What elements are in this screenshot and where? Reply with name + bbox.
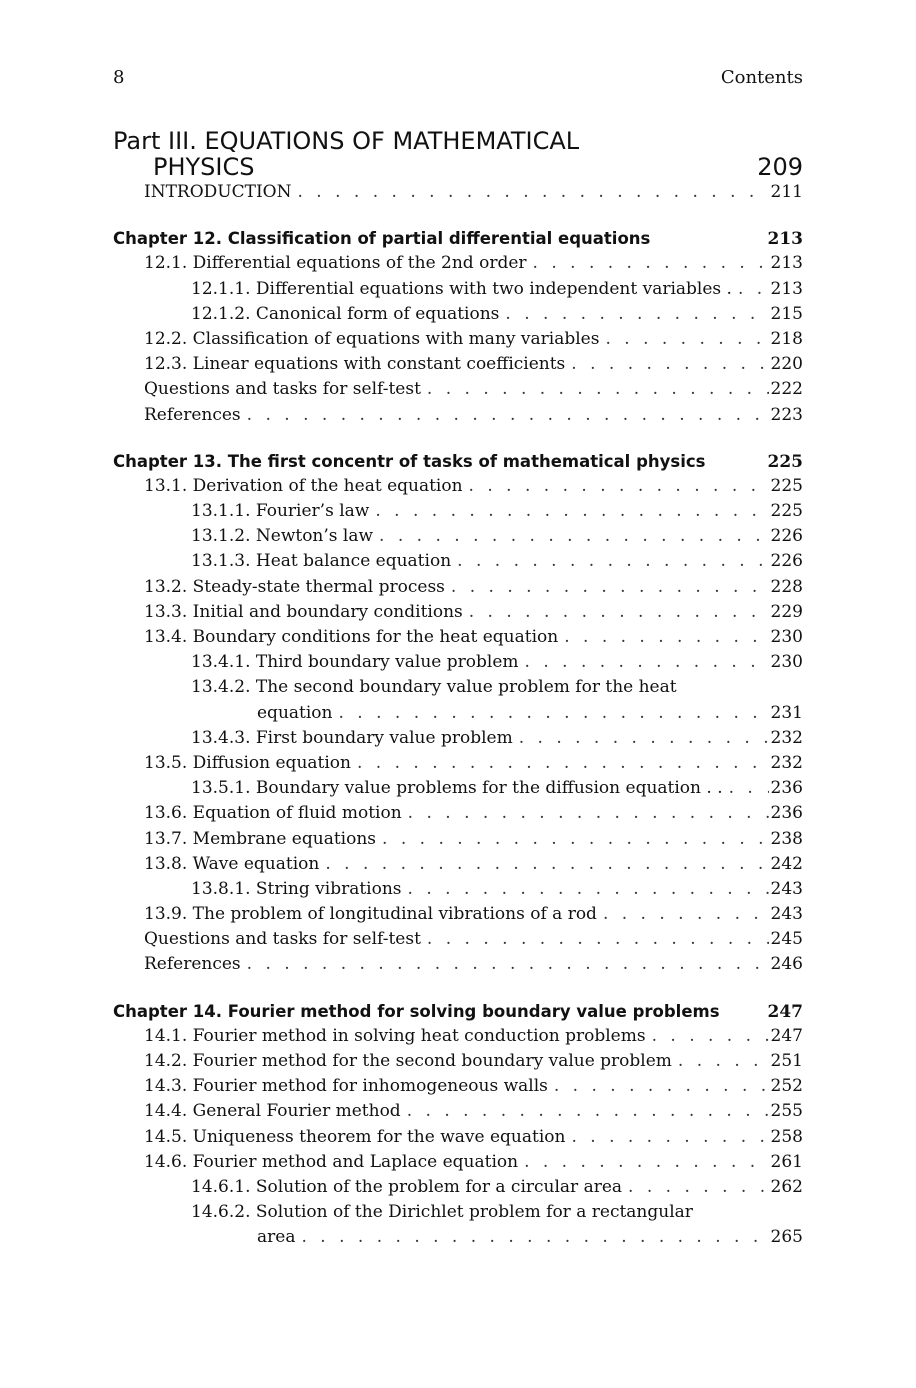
toc-entry (113, 403, 803, 428)
toc-entry-label: 13.4.3. First boundary value problem (191, 727, 513, 748)
page-header (113, 66, 803, 90)
toc-entry (113, 1125, 803, 1150)
toc-entry-label: 13.7. Membrane equations (144, 828, 377, 849)
toc-entry-page: 261 (770, 1151, 803, 1172)
page-number: 8 (113, 67, 125, 88)
chapter-title: Chapter 12. Classification of partial differential equations (113, 229, 651, 249)
toc-entry-page: 213 (770, 253, 803, 274)
chapter-heading-12 (113, 226, 803, 251)
dot-leader (319, 852, 769, 877)
toc-entry (113, 277, 803, 302)
toc-entry-label: 13.3. Initial and boundary conditions (144, 601, 463, 622)
toc-entry-label: 13.4. Boundary conditions for the heat equation (144, 627, 559, 647)
dot-leader (402, 801, 769, 826)
toc-entry-page: 228 (770, 576, 803, 597)
part-title-line2: PHYSICS (153, 153, 255, 181)
toc-entry (113, 474, 803, 499)
toc-entry-line1: 13.4.2. The second boundary value problem for the heat (191, 677, 677, 698)
toc-entry-page: 223 (770, 404, 803, 425)
toc-entry (113, 499, 803, 524)
toc-entry-page: 262 (770, 1176, 803, 1197)
dot-leader (376, 827, 769, 852)
chapter-heading-14 (113, 999, 803, 1024)
toc-entry-page: 251 (770, 1051, 803, 1071)
toc-entry-label: 13.4.1. Third boundary value problem (191, 652, 519, 673)
toc-entry (113, 776, 803, 801)
toc-entry-page: 231 (770, 702, 803, 723)
toc-entry-label: 13.5. Diffusion equation (144, 752, 351, 773)
toc-entry-page: 220 (770, 354, 803, 375)
toc-entry-label: References (144, 404, 241, 425)
toc-entry (113, 600, 803, 625)
toc-entry (113, 1049, 803, 1074)
toc-entry (113, 902, 803, 927)
dot-leader (421, 377, 769, 402)
dot-leader (622, 1175, 769, 1200)
chapter-title: Chapter 13. The first concentr of tasks of mathematical physics (113, 451, 706, 471)
toc-entry-page: 245 (770, 929, 803, 950)
chapter-title: Chapter 14. Fourier method for solving boundary value problems (113, 1001, 720, 1021)
toc-entry (113, 1074, 803, 1099)
chapter-heading-13 (113, 449, 803, 474)
toc-entry-page: 243 (770, 878, 803, 899)
toc-entry-label: 13.6. Equation of fluid motion (144, 803, 402, 824)
dot-leader (732, 277, 769, 302)
toc-entry-label: 14.2. Fourier method for the second boundary value problem (144, 1051, 672, 1071)
dot-leader (519, 650, 769, 675)
toc-entry-label: 13.5.1. Boundary value problems for the diffusion equation . . (191, 778, 723, 799)
toc-entry-page: 215 (770, 303, 803, 324)
dot-leader (292, 180, 770, 205)
dot-leader (672, 1049, 769, 1074)
toc-entry-page: 218 (770, 328, 803, 349)
toc-entry (113, 524, 803, 549)
toc-entry-label: 13.9. The problem of longitudinal vibrations of a rod (144, 904, 597, 925)
toc-entry-page: 236 (770, 803, 803, 824)
dot-leader (558, 625, 769, 650)
toc-entry-page: 236 (770, 778, 803, 799)
toc-entry-label: 14.1. Fourier method in solving heat conduction problems (144, 1025, 646, 1046)
chapter-page: 225 (767, 451, 803, 472)
toc-entry (113, 625, 803, 650)
toc-entry-label: 12.1.2. Canonical form of equations (191, 303, 500, 324)
dot-leader (646, 1024, 769, 1049)
toc-entry (113, 549, 803, 574)
toc-entry (113, 1225, 803, 1250)
dot-leader (241, 403, 769, 428)
toc-entry-label: 13.1. Derivation of the heat equation (144, 475, 463, 496)
part-heading (113, 128, 803, 180)
toc-entry-label: INTRODUCTION (144, 182, 292, 202)
toc-entry-label: 14.3. Fourier method for inhomogeneous walls (144, 1076, 548, 1097)
dot-leader (351, 751, 769, 776)
dot-leader (597, 902, 769, 927)
toc-entry (113, 1099, 803, 1124)
toc-entry (113, 251, 803, 276)
toc-entry-page: 226 (770, 551, 803, 572)
part-page: 209 (757, 153, 803, 181)
toc-entry-label: equation (257, 702, 333, 723)
dot-leader (463, 600, 769, 625)
toc-entry-label: Questions and tasks for self-test (144, 379, 421, 400)
toc-entry (113, 302, 803, 327)
toc-entry-line1: 14.6.2. Solution of the Dirichlet problem for a rectangular (191, 1202, 693, 1223)
dot-leader (723, 776, 769, 801)
toc-entry (113, 877, 803, 902)
toc-entry (113, 377, 803, 402)
toc-entry (113, 327, 803, 352)
toc-entry-introduction (113, 180, 803, 205)
dot-leader (295, 1225, 769, 1250)
toc-entry-label: 12.2. Classification of equations with many variables (144, 328, 600, 349)
dot-leader (241, 952, 769, 977)
toc-entry-label: 12.3. Linear equations with constant coefficients (144, 354, 566, 375)
toc-entry (113, 1024, 803, 1049)
running-title: Contents (720, 67, 803, 88)
dot-leader (513, 726, 769, 751)
chapter-page: 247 (767, 1001, 803, 1022)
toc-entry-page: 226 (770, 526, 803, 547)
table-of-contents (113, 128, 803, 1251)
dot-leader (565, 352, 769, 377)
toc-entry-label: 13.2. Steady-state thermal process (144, 576, 445, 597)
toc-entry-label: 14.4. General Fourier method (144, 1101, 401, 1122)
toc-entry-page: 211 (770, 182, 803, 202)
toc-entry (113, 827, 803, 852)
dot-leader (527, 251, 769, 276)
dot-leader (421, 927, 769, 952)
toc-entry-page: 265 (770, 1227, 803, 1248)
toc-entry-label: 13.1.1. Fourier’s law (191, 501, 370, 522)
toc-entry-label: 13.1.3. Heat balance equation (191, 551, 452, 572)
toc-entry (113, 650, 803, 675)
toc-entry (113, 352, 803, 377)
toc-entry-label: 12.1.1. Differential equations with two independent variables . (191, 278, 732, 299)
toc-entry-label: References (144, 954, 241, 975)
toc-entry-page: 238 (770, 828, 803, 849)
toc-entry (113, 852, 803, 877)
toc-entry-page: 232 (770, 752, 803, 773)
toc-entry-label: 13.8.1. String vibrations (191, 878, 402, 899)
dot-leader (332, 701, 769, 726)
dot-leader (518, 1150, 769, 1175)
toc-entry-page: 246 (770, 954, 803, 975)
toc-entry-page: 225 (770, 501, 803, 522)
toc-entry-page: 255 (770, 1101, 803, 1122)
toc-entry-page: 222 (770, 379, 803, 400)
toc-entry-label: 14.5. Uniqueness theorem for the wave equation (144, 1126, 566, 1147)
dot-leader (401, 1099, 769, 1124)
toc-entry-label: 13.8. Wave equation (144, 853, 320, 874)
dot-leader (445, 575, 769, 600)
toc-entry (113, 1150, 803, 1175)
toc-entry (113, 801, 803, 826)
toc-entry-page: 247 (770, 1025, 803, 1046)
toc-entry (113, 927, 803, 952)
dot-leader (599, 327, 769, 352)
dot-leader (565, 1125, 769, 1150)
dot-leader (499, 302, 769, 327)
toc-entry (113, 751, 803, 776)
toc-entry-label: 14.6. Fourier method and Laplace equation (144, 1151, 519, 1172)
toc-entry-page: 242 (770, 853, 803, 874)
toc-entry-label: 14.6.1. Solution of the problem for a circular area (191, 1176, 623, 1197)
toc-entry-page: 229 (770, 601, 803, 622)
toc-entry-label: Questions and tasks for self-test (144, 929, 421, 950)
toc-entry (113, 726, 803, 751)
toc-entry-page: 230 (770, 627, 803, 647)
toc-entry-label: 13.1.2. Newton’s law (191, 526, 374, 547)
toc-entry-page: 258 (770, 1126, 803, 1147)
toc-entry-page: 225 (770, 475, 803, 496)
toc-entry-page: 213 (770, 278, 803, 299)
toc-entry (113, 1175, 803, 1200)
dot-leader (369, 499, 769, 524)
toc-entry-page: 232 (770, 727, 803, 748)
dot-leader (451, 549, 769, 574)
dot-leader (548, 1074, 769, 1099)
toc-entry-page: 230 (770, 652, 803, 673)
toc-entry (113, 952, 803, 977)
toc-entry-label: 12.1. Differential equations of the 2nd order (144, 253, 527, 274)
toc-entry-page: 252 (770, 1076, 803, 1097)
toc-entry (113, 575, 803, 600)
toc-entry (113, 701, 803, 726)
chapter-page: 213 (767, 229, 803, 250)
dot-leader (373, 524, 769, 549)
toc-entry-label: area (257, 1227, 296, 1248)
part-title-line1: Part III. EQUATIONS OF MATHEMATICAL (113, 127, 580, 155)
dot-leader (402, 877, 769, 902)
dot-leader (463, 474, 769, 499)
toc-entry-page: 243 (770, 904, 803, 925)
